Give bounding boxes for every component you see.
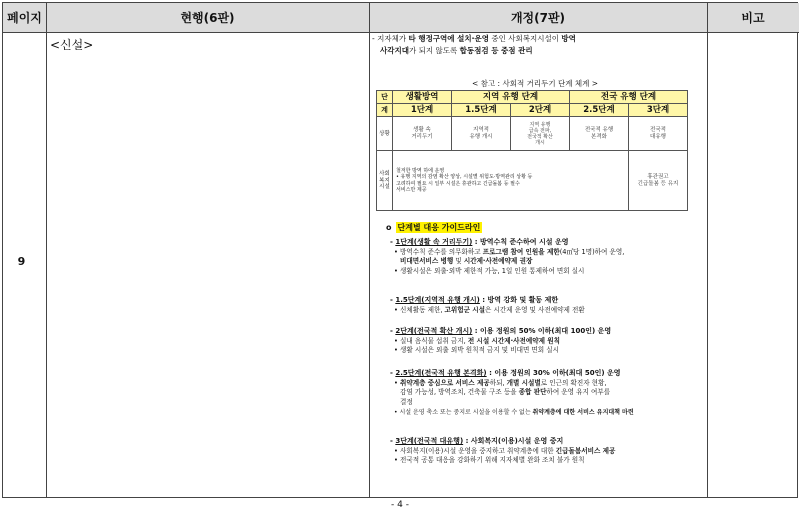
bullet-text: 시간제·사전예약제 권장 xyxy=(463,257,533,266)
bullet-text: 생활 시설은 외출 외박 원칙적 금지 및 비대면 면회 실시 xyxy=(400,346,559,355)
intro-paragraph xyxy=(372,33,700,58)
bullet-text: 결정 xyxy=(400,398,413,407)
column-divider xyxy=(707,3,708,497)
bullet-text: 신체활동 제한, xyxy=(400,305,445,314)
guideline-heading xyxy=(386,222,482,233)
stage-label-bottom: 계 xyxy=(377,104,393,117)
circle-bullet-icon: o xyxy=(386,223,392,232)
current-new-mark: <신설> xyxy=(50,38,94,52)
bullet-text: 비대면서비스 병행 xyxy=(400,257,454,266)
intro-text: 가 되지 않도록 xyxy=(408,46,460,56)
header-revised: 개정(7판) xyxy=(369,3,707,33)
welfare-policy-cell: 철저한 방역 하에 운영 • 유행 지역의 감염 확산 양상, 시설별 위험도·방역관리 상황 등 고려하여 필요 시 일부 시설은 휴관하고 긴급돌봄 등 필수 서비스만 제공 xyxy=(393,151,629,211)
distancing-stage-table xyxy=(376,90,688,211)
bullet-text: 취약계층 중심으로 서비스 제공 xyxy=(400,378,490,387)
bullet-text: 감염 가능성, 방역조치, 건축물 구조 등을 xyxy=(400,388,519,397)
stage-summary: : 방역 강화 및 활동 제한 xyxy=(479,296,559,304)
situation-cell: 지역적 유행 개시 xyxy=(452,117,511,151)
bullet-text: 전 시설 시간제·사전예약제 원칙 xyxy=(467,336,561,345)
stage-title: 1단계(생활 속 거리두기) xyxy=(395,238,473,246)
stage-2-block: - 2단계(전국적 확산 개시) : 이용 정원의 50% 이하(최대 100인) 운영 • 실내 음식물 섭취 금지, 전 시설 시간제·사전예약제 원칙 • 생활 시설은 외출 외박 원칙적 금지 및 비대면 면회 실시 xyxy=(390,327,612,355)
bullet-text: 고위험군 시설 xyxy=(444,305,486,314)
stage-title: 2.5단계(전국적 유행 본격화) xyxy=(395,369,487,377)
bullet-text: 긴급돌봄서비스 제공 xyxy=(555,446,616,455)
stage-header: 1.5단계 xyxy=(452,104,511,117)
reference-caption: < 참고 : 사회적 거리두기 단계 체계 > xyxy=(472,79,598,88)
header-current: 현행(6판) xyxy=(46,3,369,33)
stage-header: 1단계 xyxy=(393,104,452,117)
stage-label-top: 단 xyxy=(377,91,393,104)
stage-header: 2.5단계 xyxy=(570,104,629,117)
situation-cell: 전국적 대유행 xyxy=(629,117,688,151)
stage-15-block: - 1.5단계(지역적 유행 개시) : 방역 강화 및 활동 제한 • 신체활동 제한, 고위험군 시설은 시간제 운영 및 사전예약제 전환 xyxy=(390,296,585,314)
welfare-stage3-cell: 휴관권고 긴급돌봄 등 유지 xyxy=(629,151,688,211)
group-header: 지역 유행 단계 xyxy=(452,91,570,104)
stage-summary: : 이용 정원의 50% 이하(최대 100인) 운영 xyxy=(472,327,612,335)
column-divider xyxy=(46,3,47,497)
stage-header: 2단계 xyxy=(511,104,570,117)
situation-cell: 지역 유행 급속 전파, 전국적 확산 개시 xyxy=(511,117,570,151)
stage-title: 3단계(전국적 대유행) xyxy=(395,437,464,445)
stage-header: 3단계 xyxy=(629,104,688,117)
bullet-text: 프로그램 참여 인원을 제한 xyxy=(482,247,560,256)
group-header: 생활방역 xyxy=(393,91,452,104)
bullet-text: 종합 판단 xyxy=(518,388,547,397)
intro-text: 방역 xyxy=(561,34,576,43)
bullet-text: 개별 시설별 xyxy=(506,378,541,387)
page-footer: - 4 - xyxy=(391,500,409,510)
intro-text: 타 행정구역에 설치·운영 xyxy=(408,34,489,43)
bullet-text: (4㎡당 1명)하여 운영, xyxy=(559,247,625,256)
page-number: 9 xyxy=(17,255,26,268)
stage-summary: : 방역수칙 준수하여 시설 운영 xyxy=(472,238,569,246)
bullet-text: 은 시간제 운영 및 사전예약제 전환 xyxy=(485,305,585,314)
bullet-text: 하여 운영 유지 여부를 xyxy=(546,388,611,397)
intro-text: - 지자체가 xyxy=(372,34,409,43)
situation-cell: 전국적 유행 본격화 xyxy=(570,117,629,151)
stage-1-block: - 1단계(생활 속 거리두기) : 방역수칙 준수하여 시설 운영 • 방역수칙 준수를 의무화하고 프로그램 참여 인원을 제한(4㎡당 1명)하여 운영, 비대면서비스 병행 및 시간제·사전예약제 권장 • 생활시설은 외출·외박 제한적 가능, 1일 인원 통제하여 면회 실시 xyxy=(390,238,625,276)
intro-text: 합동점검 등 중점 관리 xyxy=(459,46,533,56)
situation-cell: 생활 속 거리두기 xyxy=(393,117,452,151)
welfare-label: 사회복지시설 xyxy=(377,151,393,211)
bullet-text: 사회복지(이용)시설 운영을 중지하고 취약계층에 대한 xyxy=(400,446,556,455)
bullet-text: 생활시설은 외출·외박 제한적 가능, 1일 인원 통제하여 면회 실시 xyxy=(400,267,585,276)
bullet-text: 방역수칙 준수를 의무화하고 xyxy=(400,247,483,256)
intro-text: 사각지대 xyxy=(380,46,409,56)
bullet-text: 실내 음식물 섭취 금지, xyxy=(400,336,468,345)
stage-3-block: - 3단계(전국적 대유행) : 사회복지(이용)시설 운영 중지 • 사회복지(이용)시설 운영을 중지하고 취약계층에 대한 긴급돌봄서비스 제공 • 전국적 공통 대응을 강화하기 위해 지자체별 완화 조치 불가 원칙 xyxy=(390,437,616,465)
stage-25-block: - 2.5단계(전국적 유행 본격화) : 이용 정원의 30% 이하(최대 50인) 운영 • 취약계층 중심으로 서비스 제공하되, 개별 시설별로 인근의 확진자 현황, 감염 가능성, 방역조치, 건축물 구조 등을 종합 판단하여 운영 유지 여부를 결정 • 시설 운영 축소 또는 중지로 시설을 이용할 수 없는 취약계층에 대한 서비스 유지대책 마련 xyxy=(390,369,634,417)
stage-summary: : 사회복지(이용)시설 운영 중지 xyxy=(463,437,564,445)
bullet-text: 시설 운영 축소 또는 중지로 시설을 이용할 수 없는 xyxy=(399,409,533,417)
bullet-text: 로 인근의 확진자 현황, xyxy=(540,378,607,387)
situation-label: 상황 xyxy=(377,117,393,151)
intro-text: 중인 사회복지시설이 xyxy=(489,34,562,43)
header-page: 페이지 xyxy=(3,3,46,33)
bullet-text: 및 xyxy=(453,257,464,266)
stage-title: 2단계(전국적 확산 개시) xyxy=(395,327,473,335)
bullet-text: 하되, xyxy=(489,378,507,387)
guideline-title: 단계별 대응 가이드라인 xyxy=(397,223,481,232)
stage-summary: : 이용 정원의 30% 이하(최대 50인) 운영 xyxy=(486,369,621,377)
group-header: 전국 유행 단계 xyxy=(570,91,688,104)
bullet-text: 전국적 공통 대응을 강화하기 위해 지자체별 완화 조치 불가 원칙 xyxy=(400,456,585,465)
header-note: 비고 xyxy=(707,3,799,33)
bullet-text: 취약계층에 대한 서비스 유지대책 마련 xyxy=(532,409,634,417)
stage-title: 1.5단계(지역적 유행 개시) xyxy=(395,296,480,304)
